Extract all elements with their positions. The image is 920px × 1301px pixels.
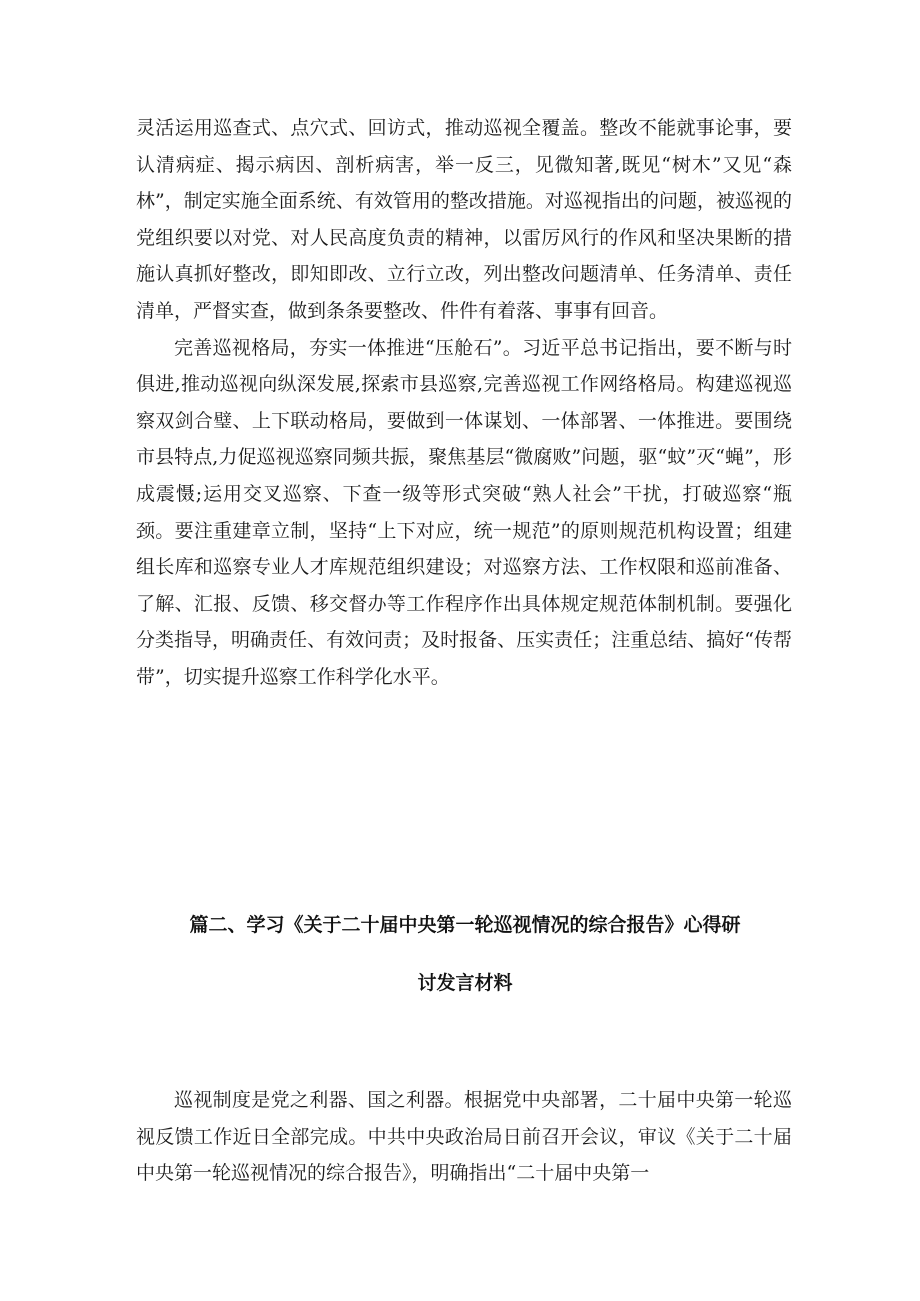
paragraph-3: 巡视制度是党之利器、国之利器。根据党中央部署，二十届中央第一轮巡视反馈工作近日全部完成。中共中央政治局日前召开会议，审议《关于二十届中央第一轮巡视情况的综合报告》，明确指出“二十届中央第一 — [136, 1089, 792, 1185]
paragraph-2: 完善巡视格局，夯实一体推进“压舱石”。习近平总书记指出，要不断与时俱进,推动巡视向纵深发展,探索市县巡察,完善巡视工作网络格局。构建巡视巡察双剑合璧、上下联动格局，要做到一体谋划、一体部署、一体推进。要围绕市县特点,力促巡视巡察同频共振，聚焦基层“微腐败”问题，驱“蚊”灭“蝇”，形成震慑;运用交叉巡察、下查一级等形式突破“熟人社会”干扰，打破巡察“瓶颈。要注重建章立制，坚持“上下对应，统一规范”的原则规范机构设置；组建组长库和巡察专业人才库规范组织建设；对巡察方法、工作权限和巡前准备、了解、汇报、反馈、移交督办等工作程序作出具体规定规范体制机制。要强化分类指导，明确责任、有效问责；及时报备、压实责任；注重总结、搞好“传帮带”，切实提升巡察工作科学化水平。 — [136, 336, 792, 688]
body-section-2 — [136, 1082, 792, 1192]
paragraph-1: 灵活运用巡查式、点穴式、回访式，推动巡视全覆盖。整改不能就事论事，要认清病症、揭示病因、剖析病害，举一反三，见微知著,既见“树木”又见“森林”，制定实施全面系统、有效管用的整改措施。对巡视指出的问题，被巡视的党组织要以对党、对人民高度负责的精神，以雷厉风行的作风和坚决果断的措施认真抓好整改，即知即改、立行立改，列出整改问题清单、任务清单、责任清单，严督实查，做到条条要整改、件件有着落、事事有回音。 — [136, 117, 792, 322]
body-section-1 — [136, 110, 792, 696]
heading-line-2: 讨发言材料 — [417, 972, 513, 994]
heading-line-1: 篇二、学习《关于二十届中央第一轮巡视情况的综合报告》心得研 — [189, 914, 741, 936]
